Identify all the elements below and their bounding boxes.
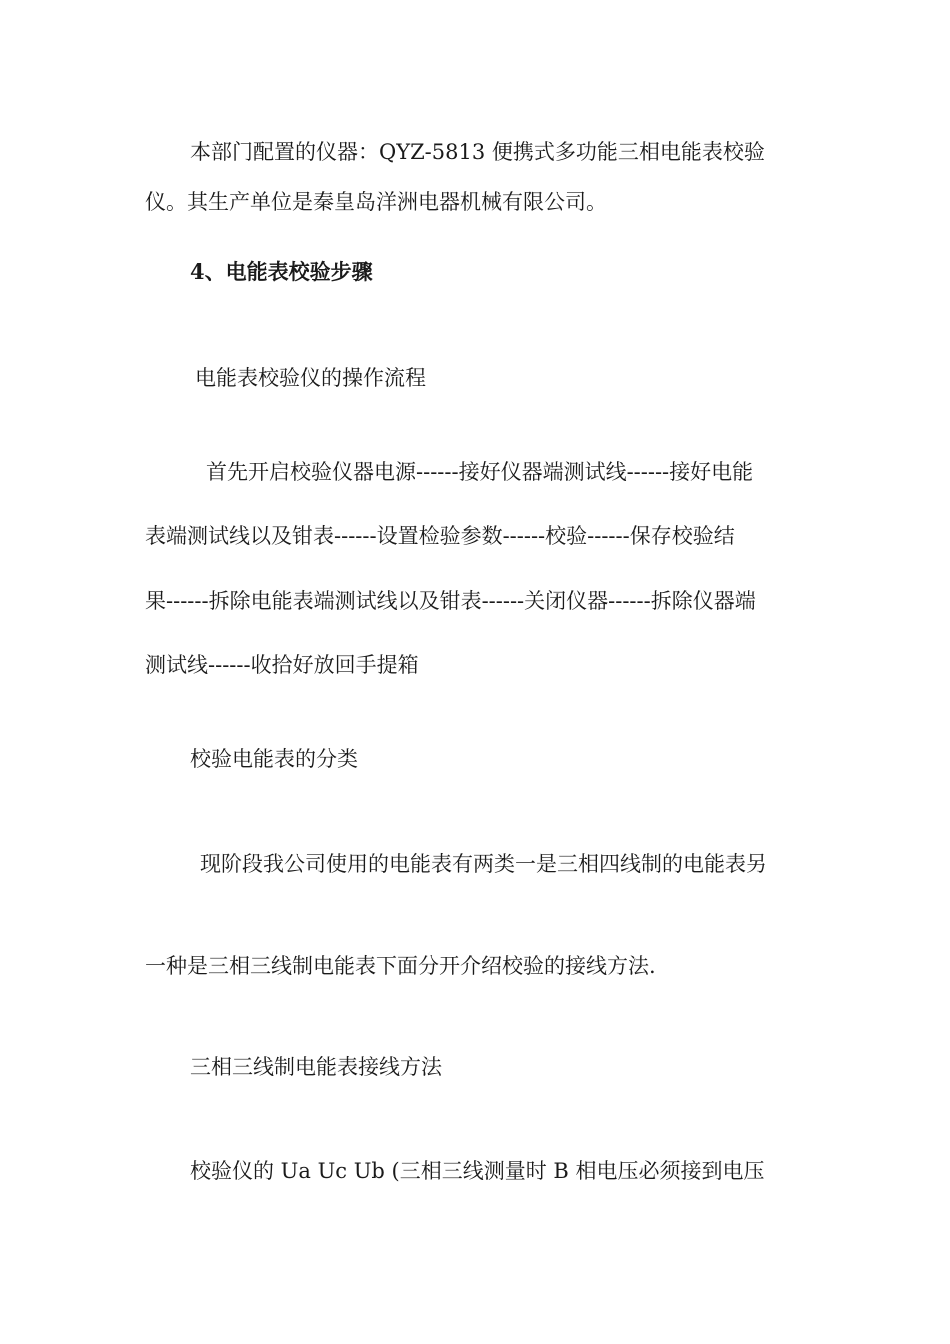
subheading-classification: 校验电能表的分类	[190, 747, 358, 771]
paragraph-procedure-line-3: 果------拆除电能表端测试线以及钳表------关闭仪器------拆除仪器端	[145, 589, 756, 613]
section-heading: 4、电能表校验步骤	[190, 259, 373, 284]
paragraph-three-wire-line-1: 校验仪的 Ua Uc Ub (三相三线测量时 B 相电压必须接到电压	[190, 1159, 765, 1183]
paragraph-classification-line-1: 现阶段我公司使用的电能表有两类一是三相四线制的电能表另	[200, 852, 767, 876]
paragraph-procedure-line-2: 表端测试线以及钳表------设置检验参数------校验------保存校验结	[145, 524, 735, 548]
paragraph-classification-line-2: 一种是三相三线制电能表下面分开介绍校验的接线方法.	[145, 954, 656, 978]
subheading-three-wire: 三相三线制电能表接线方法	[190, 1055, 442, 1079]
paragraph-instruments-line-1: 本部门配置的仪器：QYZ-5813 便携式多功能三相电能表校验	[190, 140, 765, 164]
paragraph-procedure-line-1: 首先开启校验仪器电源------接好仪器端测试线------接好电能	[206, 460, 754, 484]
paragraph-procedure-line-4: 测试线------收拾好放回手提箱	[145, 653, 419, 677]
paragraph-instruments-line-2: 仪。其生产单位是秦皇岛洋洲电器机械有限公司。	[145, 190, 607, 214]
subheading-procedure: 电能表校验仪的操作流程	[195, 366, 426, 390]
